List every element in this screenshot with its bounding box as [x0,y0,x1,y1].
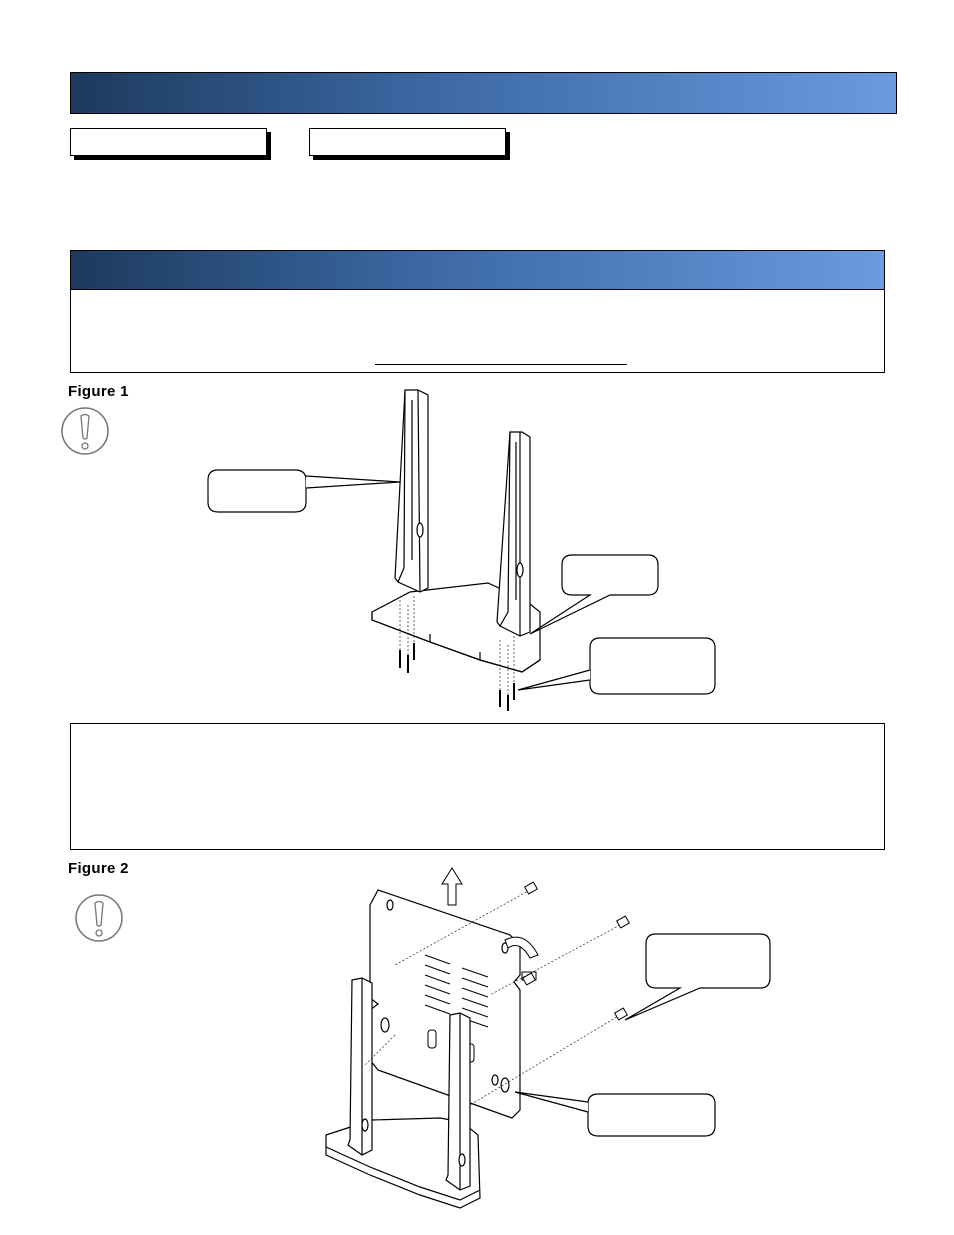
left-post [348,978,372,1155]
right-post [446,1013,470,1190]
callout-bubble-plate [515,1092,715,1136]
figure-2-label: Figure 2 [68,860,129,877]
figure-1-label: Figure 1 [68,383,129,400]
callout-bubble-screws [625,934,770,1020]
screws [523,882,630,1020]
mounting-plate [370,890,520,1118]
up-arrow-icon [442,868,462,905]
